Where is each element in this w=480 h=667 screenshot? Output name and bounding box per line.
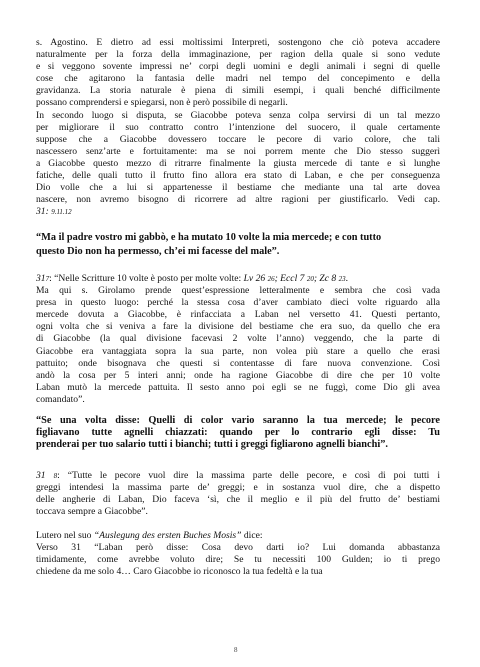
text-segment: : “Tutte le pecore vuol dire la massima parte delle pecore, e così di poi tutti i — [57, 470, 440, 481]
scripture-ref-verse: 23 — [338, 275, 346, 283]
verse-ref-chapter: 31: — [36, 206, 49, 218]
bible-quote-2 — [36, 414, 440, 452]
verse-ref-numbers: 7 — [45, 275, 50, 283]
text-line: Giacobbe era vantaggiata sopra la sua parte, non volea più stare a quello che erasi — [36, 345, 440, 357]
text-line: e si veggono sovente impressi ne’ corpi degli uomini e degli animali i segni di quelle — [36, 61, 440, 73]
scripture-ref-verse: 20 — [306, 275, 314, 283]
text-segment: . — [345, 273, 349, 284]
text-line: greggi intendesi la massima parte de’ greggi; e in sostanza vuol dire, che a dispetto — [36, 482, 440, 494]
text-line: andò la cosa per 5 interi anni; onde ha ragione Giacobbe di dire che per 10 volte — [36, 369, 440, 381]
paragraph-commentary-1 — [36, 37, 440, 218]
text-line: cose che agitarono la fantasia delle madri nel tempo del concepimento e della — [36, 73, 440, 85]
text-segment: : “Nelle Scritture 10 volte è posto per molte volte: — [49, 273, 242, 284]
text-line: Ma qui s. Girolamo prende quest’espressione letteralmente e sembra che così vada — [36, 285, 440, 297]
text-line: nascere, non avremo bisogno di ricorrere ad altre ragioni per giustificarlo. Vedi cap. — [36, 194, 440, 206]
text-line: In secondo luogo si disputa, se Giacobbe poteva senza colpa servirsi di un tal mezzo — [36, 109, 440, 121]
text-line: fatiche, delle quali tutto il frutto fino allora era stato di Laban, e che per conseguenza — [36, 170, 440, 182]
quote-line: questo Dio non ha permesso, ch’ei mi facesse del male”. — [36, 245, 280, 257]
verse-ref-chapter: 31 — [36, 470, 46, 481]
book-title: “Auslegung des ersten Buches Mosis” — [93, 530, 242, 541]
text-line: toccava sempre a Giacobbe”. — [36, 506, 148, 518]
quote-line: prenderai per tuo salario tutti i bianchi; tutti i greggi figliarono agnelli bianchi”. — [36, 439, 388, 451]
text-line: possano comprendersi e spiegarsi, non è però possibile di negarli. — [36, 97, 288, 109]
quote-line: figliavano tutte agnelli chiazzati: quando per lo contrario egli disse: Tu — [36, 427, 440, 439]
text-line: Laban mutò la mercede pattuita. Il sesto anno poi egli se ne fuggì, come Dio gli avea — [36, 381, 440, 393]
text-segment: Lutero nel suo — [36, 530, 94, 541]
text-line: Verso 31 “Laban però disse: Cosa devo darti io? Lui domanda abbastanza — [36, 542, 440, 554]
verse-reference-line — [36, 273, 440, 285]
verse-ref-chapter: 31 — [36, 273, 46, 284]
text-line: gravidanza. La storia naturale è piena di simili esempi, i quali benché difficilmente — [36, 85, 440, 97]
text-line — [36, 530, 440, 542]
text-line: timidamente, come avrebbe voluto dire; Se tu necessiti 100 Gulden; io ti prego — [36, 554, 440, 566]
verse-reference-line — [36, 470, 440, 482]
text-line: mercede dovuta a Giacobbe, è rinfacciata a Laban nel versetto 41. Questi pertanto, — [36, 309, 440, 321]
text-line: per migliorare il suo contratto contro l’intenzione del suocero, il quale certamente — [36, 121, 440, 133]
paragraph-commentary-2 — [36, 273, 440, 406]
scripture-ref: ; Eccl 7 — [274, 273, 305, 284]
text-line: ogni volta che si veniva a fare la divisione del bestiame che era suo, da quello che era — [36, 321, 440, 333]
text-line: delle angherie di Laban, Dio faceva ‘sì, che il meglio e il più del frutto de’ bestiami — [36, 494, 440, 506]
verse-ref-numbers: 9.11.12 — [51, 208, 72, 217]
text-line: s. Agostino. E dietro ad essi moltissimi Interpreti, sostengono che ciò poteva accadere — [36, 37, 440, 48]
bible-quote-1 — [36, 231, 440, 258]
text-line: a Giacobbe questo mezzo di ritrarre finalmente la giusta mercede di tante e sì lunghe — [36, 157, 440, 169]
quote-line: “Se una volta disse: Quelli di color vario saranno la tua mercede; le pecore — [36, 415, 440, 426]
text-line: naturalmente per la forza della immaginazione, per ragion della quale si sono vedute — [36, 49, 440, 61]
text-line: suppose che a Giacobbe dovessero toccare le pecore di vario colore, che tali — [36, 133, 440, 145]
text-line: nascessero senz’arte e fortuitamente: ma se noi porrem mente che Dio stesso suggerì — [36, 145, 440, 157]
quote-line: “Ma il padre vostro mi gabbò, e ha mutato 10 volte la mia mercede; e con tutto — [36, 232, 382, 243]
scripture-ref-verse: 26 — [267, 275, 275, 283]
text-line: comandato”. — [36, 393, 85, 405]
scripture-ref: ; Zc 8 — [313, 273, 337, 284]
text-line: Dio volle che a lui si appartenesse il bestiame che mediante una tal arte dovea — [36, 182, 440, 194]
scripture-ref: Lv 26 — [243, 273, 266, 284]
paragraph-commentary-3 — [36, 470, 440, 518]
page-number: 8 — [234, 646, 238, 654]
verse-reference — [36, 206, 440, 218]
text-segment: dice: — [241, 530, 263, 541]
text-line: di Giacobbe (la qual divisione facevasi 2 volte l’anno) veggendo, che la parte di — [36, 333, 440, 345]
text-line: pattuito; onde bisognava che questi si contentasse di fare nuova convenzione. Così — [36, 357, 440, 369]
text-line: presa in questo luogo: perché la stessa cosa d’aver cambiato dieci volte riguardo alla — [36, 297, 440, 309]
verse-ref-numbers: 8 — [53, 472, 58, 480]
text-line: chiedene da me solo 4… Caro Giacobbe io riconosco la tua fedeltà e la tua — [36, 566, 323, 578]
paragraph-luther — [36, 530, 440, 578]
